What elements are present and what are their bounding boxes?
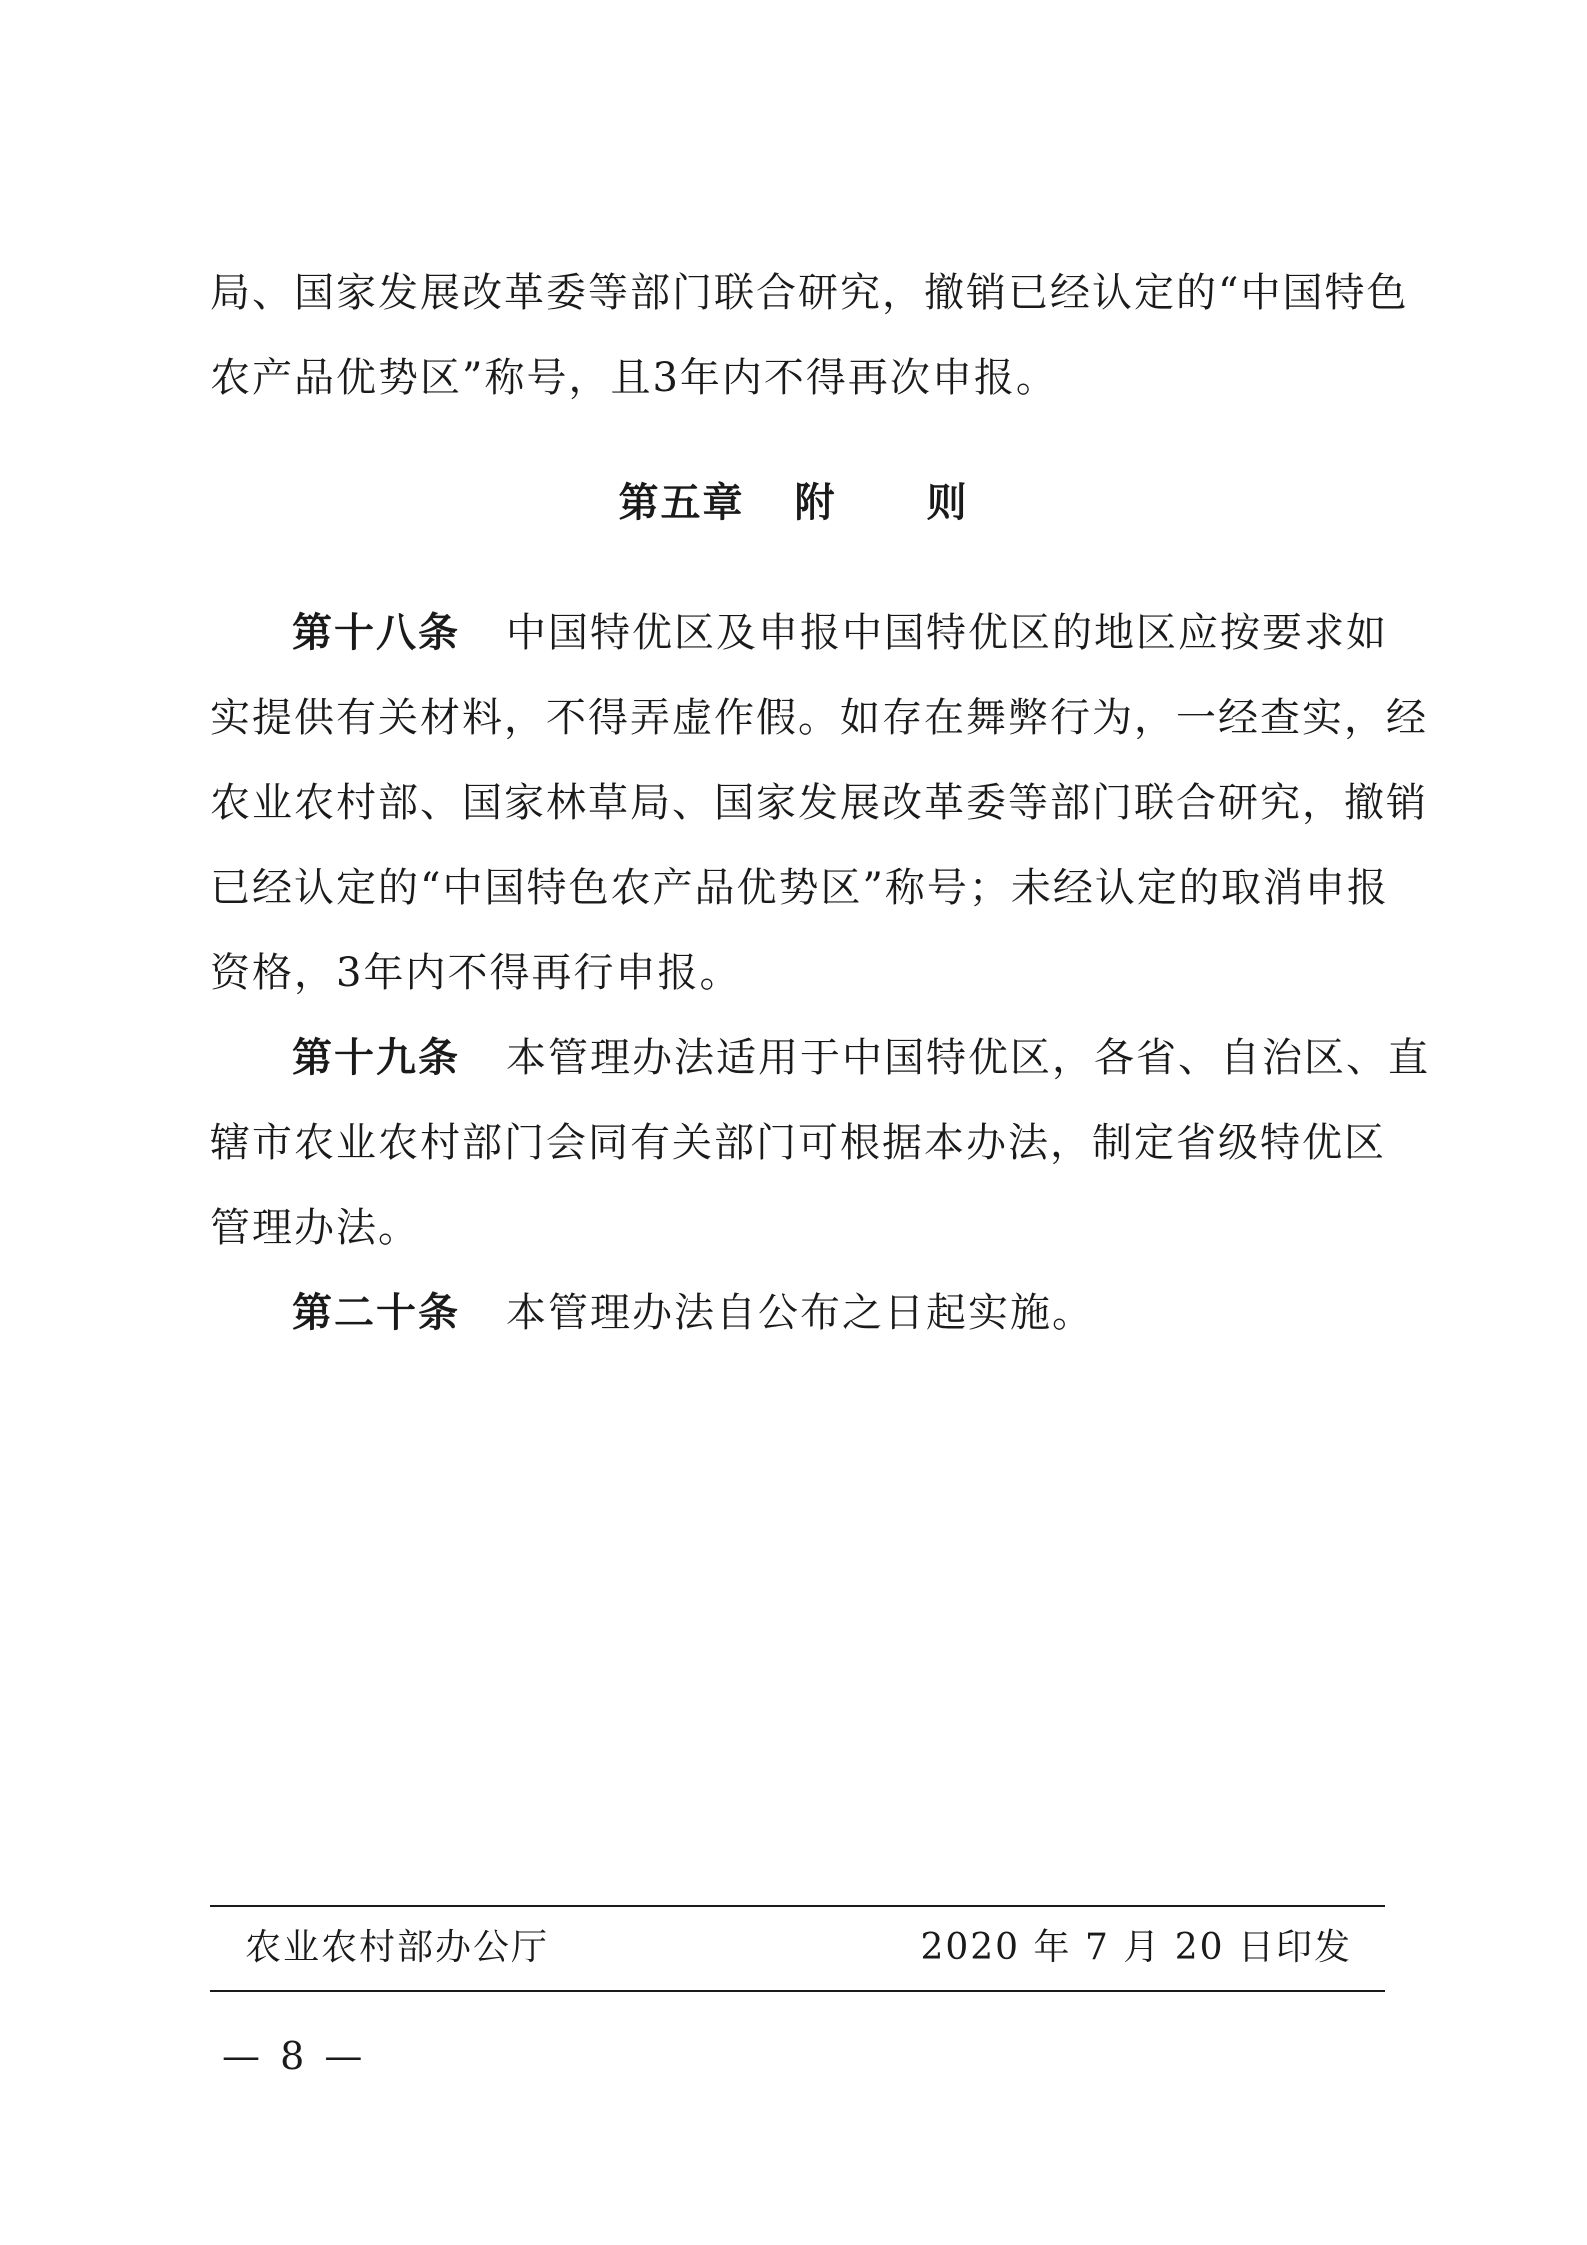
paragraph-line: 资格，3年内不得再行申报。 <box>210 950 742 996</box>
footer-bottom-rule <box>210 1990 1385 1992</box>
paragraph-line: 管理办法。 <box>210 1205 420 1251</box>
chapter-prefix: 第五章 <box>618 480 745 526</box>
article-18-first-line <box>210 605 1388 661</box>
article-19-first-line <box>210 1030 1430 1086</box>
chapter-word-1: 附 <box>794 480 837 526</box>
article-19-text: 本管理办法适用于中国特优区，各省、自治区、直 <box>506 1035 1430 1081</box>
chapter-word-2: 则 <box>926 480 969 526</box>
paragraph-line: 农产品优势区”称号，且3年内不得再次申报。 <box>210 355 1058 401</box>
article-19-label: 第十九条 <box>292 1035 460 1081</box>
paragraph-line: 农业农村部、国家林草局、国家发展改革委等部门联合研究，撤销 <box>210 780 1428 826</box>
article-20-line <box>210 1285 1094 1341</box>
paragraph-line: 实提供有关材料，不得弄虚作假。如存在舞弊行为，一经查实，经 <box>210 695 1428 741</box>
footer-top-rule <box>210 1905 1385 1907</box>
paragraph-line: 局、国家发展改革委等部门联合研究，撤销已经认定的“中国特色 <box>210 270 1409 316</box>
article-18-label: 第十八条 <box>292 610 460 656</box>
chapter-heading <box>0 475 1587 531</box>
article-20-text: 本管理办法自公布之日起实施。 <box>506 1290 1094 1336</box>
issuer-name: 农业农村部办公厅 <box>245 1927 550 1968</box>
article-20-label: 第二十条 <box>292 1290 460 1336</box>
article-18-text: 中国特优区及申报中国特优区的地区应按要求如 <box>506 610 1388 656</box>
issue-date: 2020 年 7 月 20 日印发 <box>920 1927 1352 1968</box>
paragraph-line: 辖市农业农村部门会同有关部门可根据本办法，制定省级特优区 <box>210 1120 1386 1166</box>
paragraph-line: 已经认定的“中国特色农产品优势区”称号；未经认定的取消申报 <box>210 865 1389 911</box>
page-number: — 8 — <box>222 2034 367 2078</box>
